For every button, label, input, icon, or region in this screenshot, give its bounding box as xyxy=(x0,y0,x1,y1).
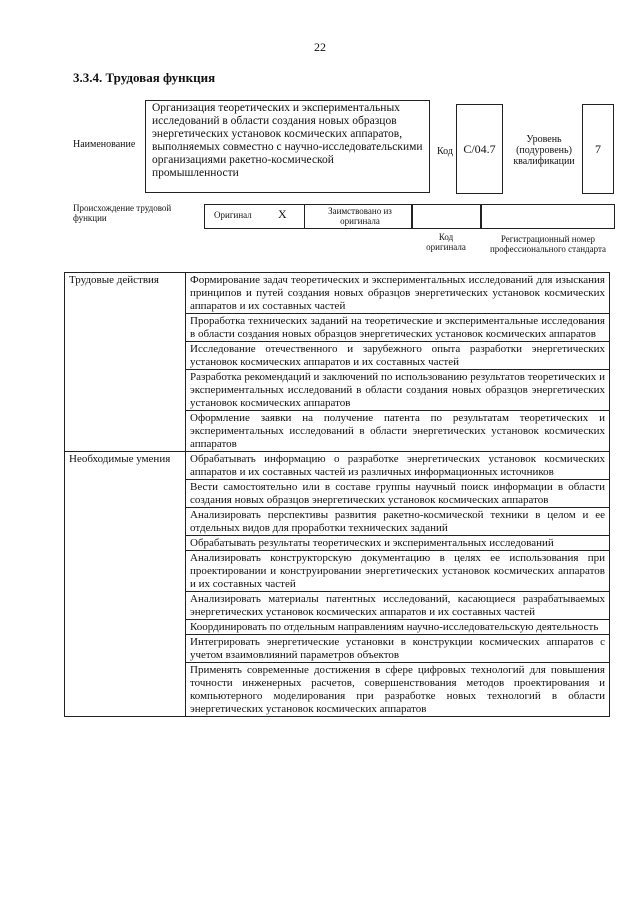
code-value: C/04.7 xyxy=(463,141,496,156)
labor-action-item: Разработка рекомендаций и заключений по использованию результатов теоретических и экспериментальных исследований в области создания новых образцов энергетических установок космических аппаратов xyxy=(186,370,610,411)
level-value: 7 xyxy=(595,141,601,156)
code-box xyxy=(456,104,503,194)
origin-label: Происхождение трудовой функции xyxy=(73,203,172,223)
level-box xyxy=(582,104,614,194)
skill-item: Анализировать материалы патентных исследований, касающиеся разрабатываемых энергетических установок космических аппаратов и их составных частей xyxy=(186,592,610,620)
borrowed-label: Заимствовано из оригинала xyxy=(328,206,392,226)
name-label: Наименование xyxy=(73,139,136,150)
section-title: 3.3.4. Трудовая функция xyxy=(73,70,216,85)
labor-action-item: Исследование отечественного и зарубежного опыта разработки энергетических установок космических аппаратов и их составных частей xyxy=(186,342,610,370)
original-label: Оригинал xyxy=(214,210,252,220)
origin-divider xyxy=(304,204,305,229)
function-name-box xyxy=(145,100,430,193)
labor-action-item: Формирование задач теоретических и экспериментальных исследований для изыскания принципов и путей создания новых образцов энергетических установок космических аппаратов и их составных частей xyxy=(186,273,610,314)
skill-category-label: Необходимые умения xyxy=(65,452,186,717)
code-label: Код xyxy=(437,146,453,157)
skill-item: Анализировать конструкторскую документацию в целях ее использования при проектировании и конструировании энергетических установок космических аппаратов и их составных частей xyxy=(186,551,610,592)
original-mark: X xyxy=(278,207,287,221)
labor-action-item: Оформление заявки на получение патента по результатам теоретических и экспериментальных исследований в области энергетических установок космических аппаратов xyxy=(186,411,610,452)
skill-item: Координировать по отдельным направлениям научно-исследовательскую деятельность xyxy=(186,620,610,635)
skill-item: Применять современные достижения в сфере цифровых технологий для повышения точности инженерных расчетов, совершенствования методов проектирования и компьютерного моделирования при разработке новых технологий в области энергетических установок космических аппаратов xyxy=(186,663,610,717)
page-number: 22 xyxy=(314,40,326,54)
skill-item: Обрабатывать информацию о разработке энергетических установок космических аппаратов и их составных частей из различных информационных источников xyxy=(186,452,610,480)
labor-action-category-label: Трудовые действия xyxy=(65,273,186,452)
skill-item: Анализировать перспективы развития ракетно-космической техники в целом и ее отдельных видов для проработки технических заданий xyxy=(186,508,610,536)
function-name-value: Организация теоретических и экспериментальных исследований в области создания новых образцов энергетических установок космических аппаратов, выполняемых совместно с научно-исследовательскими организациями ракетно-космической промышленности xyxy=(152,102,423,179)
table-row xyxy=(65,452,610,480)
level-label: Уровень (подуровень) квалификации xyxy=(513,134,575,167)
function-details-table xyxy=(64,272,610,717)
origin-code-label: Код оригинала xyxy=(426,232,466,252)
skill-item: Обрабатывать результаты теоретических и экспериментальных исследований xyxy=(186,536,610,551)
origin-code-box xyxy=(412,204,481,229)
skill-item: Вести самостоятельно или в составе группы научный поиск информации в области создания новых образцов энергетических установок космических аппаратов xyxy=(186,480,610,508)
registration-box xyxy=(481,204,615,229)
table-row xyxy=(65,273,610,314)
labor-action-item: Проработка технических заданий на теоретические и экспериментальные исследования в области создания новых образцов энергетических установок космических аппаратов xyxy=(186,314,610,342)
skill-item: Интегрировать энергетические установки в конструкции космических аппаратов с учетом взаимовлияний параметров объектов xyxy=(186,635,610,663)
registration-label: Регистрационный номер профессионального стандарта xyxy=(489,234,607,254)
